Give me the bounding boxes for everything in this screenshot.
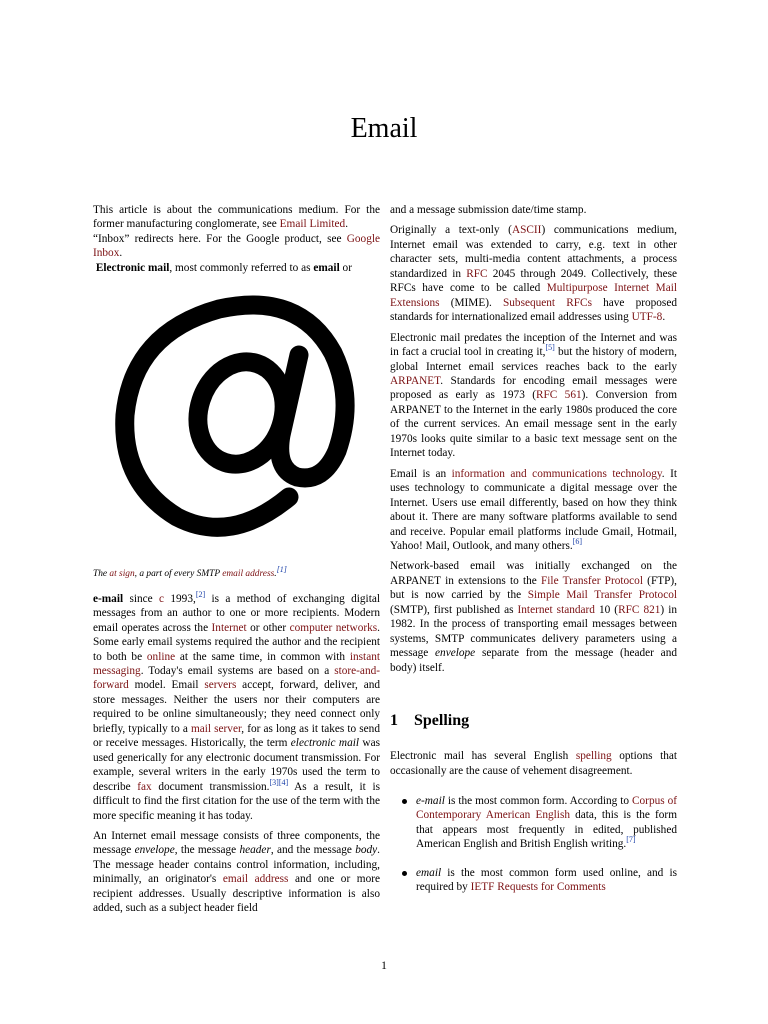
link-internet[interactable]: Internet: [211, 621, 247, 634]
left-column: [93, 203, 380, 922]
link-internet-standard[interactable]: Internet standard: [517, 603, 595, 616]
link-subsequent-rfcs[interactable]: Subsequent RFCs: [502, 296, 592, 309]
link-email-address[interactable]: email address: [222, 569, 275, 580]
link-store-and-forward[interactable]: store-and-forward: [93, 664, 380, 692]
at-sign-icon: [111, 283, 361, 563]
link-email-address-2[interactable]: email address: [222, 873, 289, 886]
page-number: 1: [381, 960, 387, 972]
link-ascii[interactable]: ASCII: [511, 224, 542, 237]
citation[interactable]: [3][4]: [269, 777, 289, 787]
list-item: email is the most common form used online, and is required by IETF Requests for Comments: [390, 866, 677, 895]
at-sign-figure: [93, 281, 380, 567]
figure-caption: The at sign, a part of every SMTP email address.[1]: [93, 565, 287, 580]
link-circa[interactable]: c: [159, 592, 165, 605]
spelling-list: [390, 794, 677, 895]
link-arpanet[interactable]: ARPANET: [390, 374, 441, 387]
citation[interactable]: [2]: [195, 589, 206, 599]
link-rfc-821[interactable]: RFC 821: [618, 603, 661, 616]
link-ict[interactable]: information and communications technology: [451, 467, 662, 480]
intro-sentence: Electronic mail, most commonly referred to as email or: [95, 261, 352, 274]
citation[interactable]: [1]: [276, 565, 287, 575]
link-at-sign[interactable]: at sign: [109, 569, 135, 580]
link-online[interactable]: online: [146, 650, 176, 663]
hatnote-inbox: “Inbox” redirects here. For the Google product, see Google Inbox.: [93, 232, 380, 260]
link-rfc-561[interactable]: RFC 561: [535, 389, 582, 402]
right-column: [390, 203, 677, 909]
continued-text: and a message submission date/time stamp.: [390, 204, 587, 216]
citation[interactable]: [6]: [572, 537, 583, 547]
link-fax[interactable]: fax: [137, 780, 152, 793]
page-title: Email: [350, 113, 418, 144]
lead-paragraph: e-mail since c 1993,[2] is a method of exchanging digital messages from an author to one or more recipients. Modern email operates across the Internet or other computer networks. Some early email systems required the author and the recipient to both be online at the same time, in common with instant messaging. Today's email systems are based on a store-and-forward model. Email servers accept, forward, deliver, and store messages. Neither the users nor their computers are required to be online simultaneously; they need connect only briefly, typically to a mail server, for as long as it takes to send or receive messages. Historically, the term electronic mail was used generically for any electronic document transmission. For example, several writers in the early 1970s used the term to describe fax document transmission.[3][4] As a result, it is difficult to find the first citation for the use of the term with the more specific meaning it has today.: [93, 589, 381, 822]
link-spelling[interactable]: spelling: [575, 750, 612, 763]
link-email-limited[interactable]: Email Limited: [279, 218, 346, 231]
components-paragraph: An Internet email message consists of three components, the message envelope, the message header, and the message body. The message header contains control information, including, minimally, an originator's email address and one or more recipient addresses. Usually descriptive information is also added, such as a subject header field: [93, 829, 380, 915]
link-google-inbox[interactable]: Google Inbox: [93, 232, 380, 260]
section-heading-spelling: 1 Spelling: [390, 712, 470, 730]
link-instant-messaging[interactable]: instant messaging: [93, 650, 380, 677]
spelling-paragraph: Electronic mail has several English spelling options that occasionally are the cause of vehement disagreement.: [390, 750, 678, 777]
link-rfc[interactable]: RFC: [466, 267, 488, 280]
link-servers[interactable]: servers: [204, 679, 237, 692]
link-computer-networks[interactable]: computer networks: [289, 621, 378, 634]
link-ftp[interactable]: File Transfer Protocol: [541, 574, 643, 587]
link-coca[interactable]: Corpus of Contemporary American English: [416, 794, 678, 822]
hatnote-email-limited: This article is about the communications medium. For the former manufacturing conglomerate, see Email Limited.: [93, 204, 380, 231]
citation[interactable]: [7]: [626, 835, 636, 845]
list-item: e-mail is the most common form. According to Corpus of Contemporary American English data, this is the form that appears most frequently in edited, published American English and British English writing.[7]: [390, 794, 677, 852]
link-utf8[interactable]: UTF-8: [631, 311, 663, 324]
history-paragraph: Electronic mail predates the inception of the Internet and was in fact a crucial tool in creating it,[5] but the history of modern, global Internet email services reaches back to the early ARPANET. Standards for encoding email messages were proposed as early as 1973 (RFC 561). Conversion from ARPANET to the Internet in the early 1980s produced the core of the current services. An email message sent in the early 1970s looks quite similar to a basic text message sent on the Internet today.: [390, 331, 677, 460]
link-mime[interactable]: Multipurpose Internet Mail Extensions: [390, 282, 677, 309]
link-ietf-rfcs[interactable]: IETF Requests for Comments: [470, 881, 606, 894]
citation[interactable]: [5]: [545, 343, 555, 353]
mime-paragraph: Originally a text-only (ASCII) communications medium, Internet email was extended to carry, e.g. text in other character sets, multi-media content attachments, a process standardized in RFC 2045 through 2049. Collectively, these RFCs have come to be called Multipurpose Internet Mail Extensions (MIME). Subsequent RFCs have proposed standards for internationalized email addresses using UTF-8.: [390, 224, 678, 324]
link-mail-server[interactable]: mail server: [190, 722, 242, 735]
protocol-paragraph: Network-based email was initially exchanged on the ARPANET in extensions to the File Transfer Protocol (FTP), but is now carried by the Simple Mail Transfer Protocol (SMTP), first published as Internet standard 10 (RFC 821) in 1982. In the process of transporting email messages between systems, SMTP communicates delivery parameters using a message envelope separate from the message (header and body) itself.: [390, 560, 677, 674]
ict-paragraph: Email is an information and communications technology. It uses technology to communicate a digital message over the Internet. Users use email differently, based on how they think about it. There are many software platforms available to send and receive. Popular email platforms include Gmail, Hotmail, Yahoo! Mail, Outlook, and many others.[6]: [390, 467, 677, 552]
link-smtp[interactable]: Simple Mail Transfer Protocol: [527, 589, 677, 602]
